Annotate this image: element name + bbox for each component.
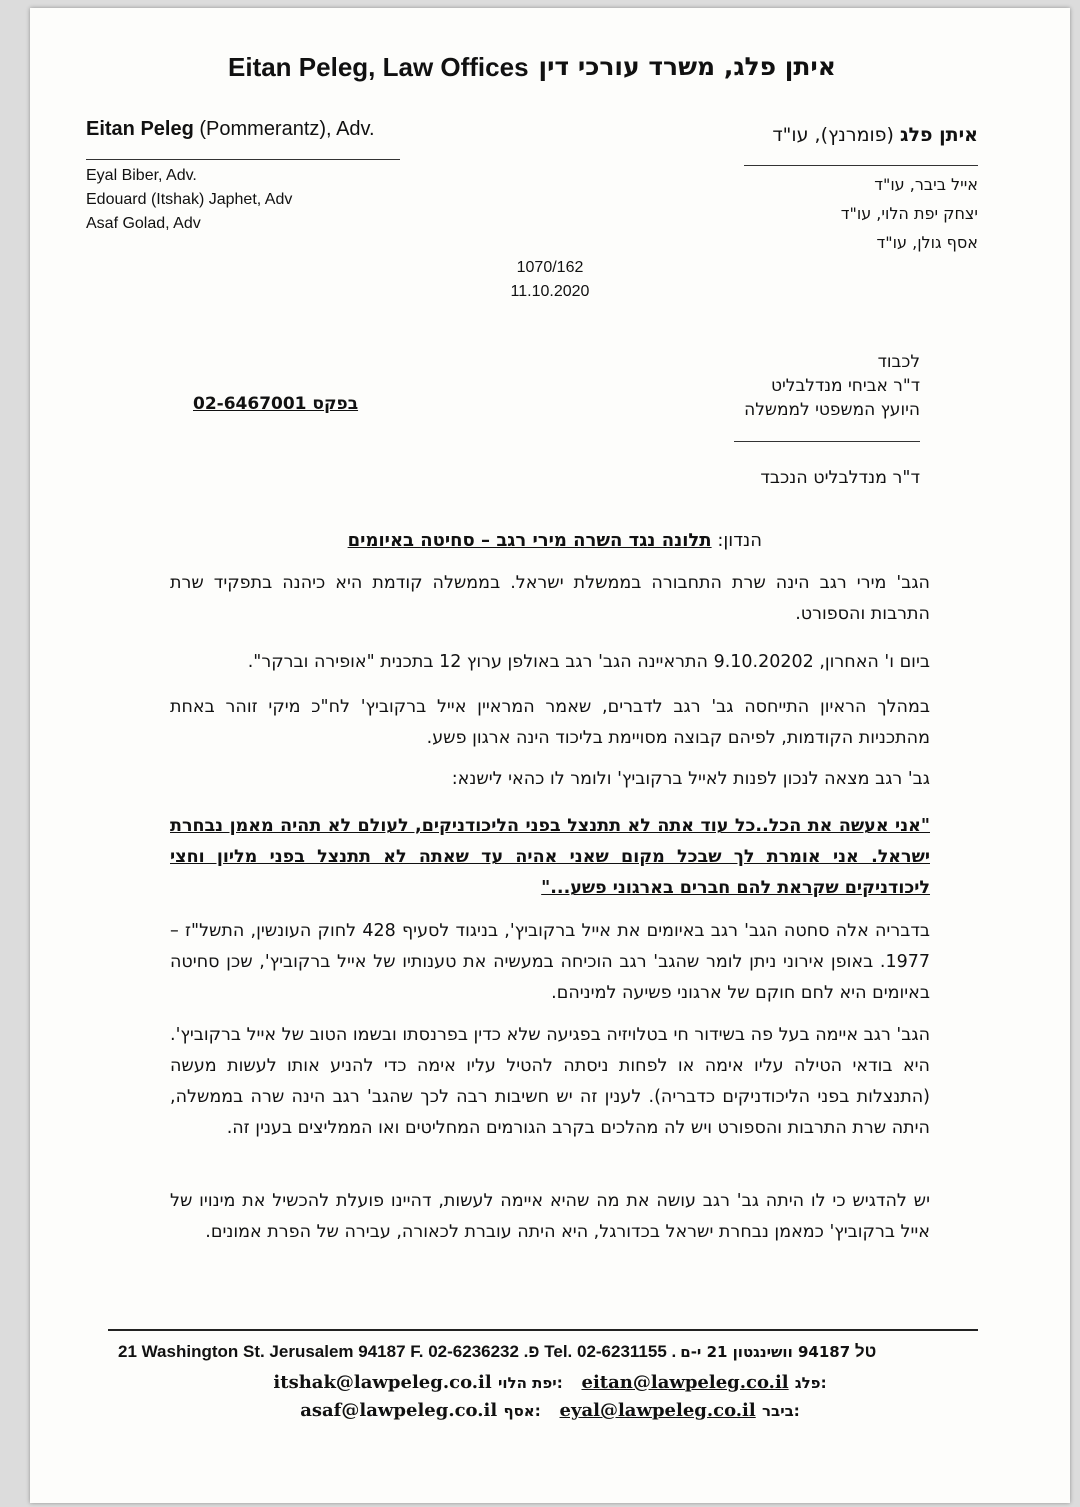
- recipient-name: ד"ר אביחי מנדלבליט: [770, 376, 920, 396]
- recipient-rule: [734, 441, 920, 442]
- recipient-honorific: לכבוד: [877, 352, 920, 372]
- partner-hebrew-name: איתן פלג: [899, 124, 978, 146]
- associate-english-2: Edouard (Itshak) Japhet, Adv: [86, 191, 293, 208]
- email-eyal[interactable]: eyal@lawpeleg.co.il: [559, 1400, 756, 1421]
- fax-number: בפקס 02-6467001: [193, 394, 359, 414]
- firm-name-english: Eitan Peleg, Law Offices: [228, 52, 529, 82]
- associate-hebrew-3: אסף גולן, עו"ד: [876, 233, 978, 252]
- paragraph-2: ביום ו' האחרון, 9.10.20202 התראיינה הגב' רגב באולפן ערוץ 12 בתכנית "אופירה וברקר".: [247, 652, 930, 672]
- subject-label: הנדון:: [717, 530, 762, 551]
- paragraph-3: במהלך הראיון התייחסה גב' רגב לדברים, שאמר המראיין אייל ברקוביץ' לח"כ מיקי זוהר באחת מהתכניות הקודמות, לפיהם קבוצה מסויימת בליכוד הינה ארגון פשע.: [170, 697, 930, 748]
- partner-english-title: (Pommerantz), Adv.: [193, 118, 375, 140]
- partner-hebrew: [772, 124, 978, 146]
- recipient-block: [744, 350, 920, 422]
- right-header-rule: [744, 165, 978, 166]
- paragraph-5: בדבריה אלה סחטה הגב' רגב באיומים את אייל ברקוביץ', בניגוד לסעיף 428 לחוק העונשין, התשל"ז – 1977. באופן אירוני ניתן לומר שהגב' רגב הוכיחה במעשיה את טענותיו של אייל ברקוביץ', שכן סחיטה באיומים היא לחם חוקם של ארגוני פשיעה למיניהם.: [170, 921, 931, 1003]
- associate-english-3: Asaf Golad, Adv: [86, 215, 201, 232]
- associate-hebrew-1: אייל ביבר, עו"ד: [874, 175, 978, 194]
- firm-name-hebrew: איתן פלג, משרד עורכי דין: [538, 52, 836, 81]
- paragraph-4: גב' רגב מצאה לנכון לפנות לאייל ברקוביץ' ולומר לו כהאי לישנא:: [451, 769, 930, 789]
- footer-rule: [108, 1329, 978, 1331]
- footer-address: [118, 1342, 876, 1362]
- associate-hebrew-2: יצחק יפת הלוי, עו"ד: [840, 204, 978, 223]
- footer-emails-line-2: [30, 1400, 1070, 1421]
- email-itshak: itshak@lawpeleg.co.il: [273, 1372, 492, 1393]
- partner-english-name: Eitan Peleg: [86, 118, 194, 140]
- partner-english: [86, 118, 375, 141]
- paragraph-6: הגב' רגב איימה בעל פה בשידור חי בטלויזיה בפגיעה שלא כדין בפרנסתו ובשמו הטוב של אייל ברקוביץ'. היא בודאי הטילה עליו אימה או לפחות ניסתה להטיל עליו אימה כדי להניע אותו לעשות מעשה (התנצלות בפני הליכודניקים כדבריה). לענין זה יש חשיבות רבה לכך שהגב' רגב הינה שרה בממשלה, היתה שרת התרבות והספורט ויש לה מהלכים בקרב הגורמים המחליטים ואו הממליצים בענין זה.: [170, 1025, 930, 1138]
- reference-block: [470, 256, 630, 304]
- file-number: 1070/162: [516, 259, 584, 276]
- footer-emails-line-1: [30, 1372, 1070, 1393]
- letter-page: [30, 8, 1070, 1503]
- footer-address-english: 21 Washington St. Jerusalem 94187 F. 02-6236232 .פ Tel. 02-6231155 .טל: [118, 1342, 877, 1361]
- email-label-eitan: פלג:: [794, 1374, 827, 1392]
- partner-hebrew-title: (פומרנץ), עו"ד: [772, 124, 900, 146]
- email-eitan[interactable]: eitan@lawpeleg.co.il: [581, 1372, 789, 1393]
- paragraph-1: הגב' מירי רגב הינה שרת התחבורה בממשלת ישראל. בממשלה קודמת היא כיהנה בתפקיד שרת התרבות והספורט.: [170, 573, 930, 624]
- letter-date: 11.10.2020: [510, 283, 590, 300]
- email-asaf: asaf@lawpeleg.co.il: [300, 1400, 498, 1421]
- associates-hebrew: [841, 170, 978, 257]
- email-label-asaf: אסף:: [503, 1402, 541, 1420]
- paragraph-7: יש להדגיש כי לו היתה גב' רגב עושה את מה שהיא איימה לעשות, דהיינו פועלת להכשיל את מינויו של אייל ברקוביץ' כמאמן נבחרת ישראל בכדורגל, היא היתה עוברת לכאורה, עבירה של הפרת אמונים.: [170, 1191, 930, 1242]
- associates-english: [86, 164, 292, 236]
- email-label-eyal: ביבר:: [762, 1402, 800, 1420]
- quote-paragraph: "אני אעשה את הכל..כל עוד אתה לא תתנצל בפני הליכודניקים, לעולם לא תהיה מאמן נבחרת ישראל. אני אומרת לך שבכל מקום שאני אהיה עד שאתה לא תתנצל בפני מליון וחצי ליכודניקים שקראת להם חברים בארגוני פשע...": [170, 816, 930, 898]
- associate-english-1: Eyal Biber, Adv.: [86, 167, 197, 184]
- left-header-rule: [86, 159, 400, 160]
- footer-address-hebrew: 94187 וושינגטון 21 י-ם: [680, 1343, 851, 1361]
- subject-text: תלונה נגד השרה מירי רגב – סחיטה באיומים: [347, 530, 712, 551]
- email-label-itshak: יפת הלוי:: [497, 1374, 563, 1392]
- subject-line: [348, 530, 762, 551]
- salutation: ד"ר מנדלבליט הנכבד: [760, 468, 920, 488]
- recipient-title: היועץ המשפטי לממשלה: [744, 400, 920, 420]
